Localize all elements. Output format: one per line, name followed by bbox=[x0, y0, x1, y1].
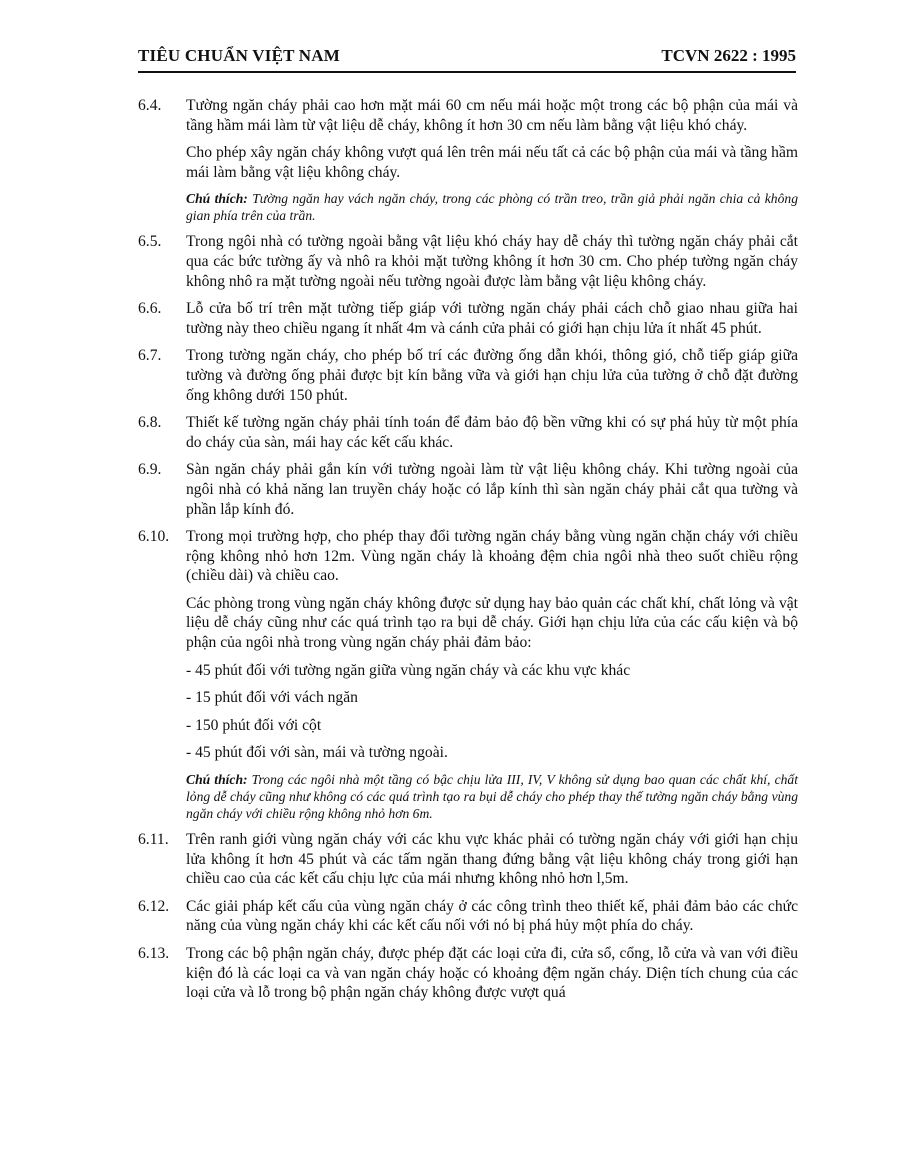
clause-6-6 bbox=[138, 299, 798, 338]
clause-number: 6.5. bbox=[138, 233, 162, 251]
header-standard-code: TCVN 2622 : 1995 bbox=[661, 46, 796, 65]
clause-6-10 bbox=[138, 527, 798, 822]
paragraph: Các phòng trong vùng ngăn cháy không được sử dụng hay bảo quản các chất khí, chất lỏng và vật liệu dễ cháy cũng như các quá trình tạo ra bụi dễ cháy. Giới hạn chịu lửa của các cấu kiện và bộ phận của ngôi nhà trong vùng ngăn cháy phải đảm bảo: bbox=[186, 594, 798, 652]
clause-body bbox=[186, 232, 798, 291]
clause-number: 6.12. bbox=[138, 897, 170, 915]
clause-6-9 bbox=[138, 460, 798, 519]
clause-number: 6.10. bbox=[138, 528, 170, 546]
clause-body bbox=[186, 830, 798, 889]
clause-6-4 bbox=[138, 96, 798, 224]
page-header bbox=[138, 46, 796, 68]
paragraph: Các giải pháp kết cấu của vùng ngăn cháy ở các công trình theo thiết kế, phải đảm bảo các chức năng của vùng ngăn cháy khi các kết cấu nối với nó bị phá hủy một phía do cháy. bbox=[186, 897, 798, 935]
clause-body bbox=[186, 346, 798, 405]
list-item: - 150 phút đối với cột bbox=[186, 716, 322, 734]
paragraph: Lỗ cửa bố trí trên mặt tường tiếp giáp với tường ngăn cháy phải cách chỗ giao nhau giữa hai tường này theo chiều ngang ít nhất 4m và cánh cửa phải có giới hạn chịu lửa ít nhất 45 phút. bbox=[186, 300, 798, 337]
clause-number: 6.8. bbox=[138, 414, 162, 432]
note-text: Trong các ngôi nhà một tầng có bậc chịu lửa III, IV, V không sử dụng bao quan các chất khí, chất lỏng dễ cháy cũng như không có các quá trình tạo ra bụi dễ cháy cho phép thay thế tường ngăn cháy bằng vùng ngăn cháy với chiều rộng không nhỏ hơn 6m. bbox=[186, 772, 798, 822]
paragraph: Trong tường ngăn cháy, cho phép bố trí các đường ống dẫn khói, thông gió, chỗ tiếp giáp giữa tường và đường ống phải được bịt kín bằng vữa và giới hạn chịu lửa của tường ở chỗ đặt đường ống không dưới 150 phút. bbox=[186, 347, 798, 404]
note-text: Tường ngăn hay vách ngăn cháy, trong các phòng có trần treo, trần giả phải ngăn chia cả không gian phía trên của trần. bbox=[186, 191, 798, 224]
document-body bbox=[138, 96, 798, 1011]
clause-body bbox=[186, 299, 798, 338]
clause-body bbox=[186, 897, 798, 936]
paragraph: Trong ngôi nhà có tường ngoài bằng vật liệu khó cháy hay dễ cháy thì tường ngăn cháy phải cắt qua các bức tường ấy và nhô ra khỏi mặt tường không ít hơn 30 cm. Cho phép tường ngăn cháy không nhô ra mặt tường ngoài nếu tường ngoài được làm bằng vật liệu không cháy. bbox=[186, 233, 798, 290]
clause-body bbox=[186, 413, 798, 452]
paragraph: Trên ranh giới vùng ngăn cháy với các khu vực khác phải có tường ngăn cháy với giới hạn chịu lửa không ít hơn 45 phút và các tấm ngăn thang đứng bằng vật liệu không cháy trong giới hạn chiều cao của các kết cấu chịu lực của mái nhưng không nhỏ hơn l,5m. bbox=[186, 831, 798, 888]
clause-6-5 bbox=[138, 232, 798, 291]
clause-body bbox=[186, 460, 798, 519]
clause-number: 6.9. bbox=[138, 461, 162, 479]
note bbox=[186, 771, 798, 822]
clause-number: 6.13. bbox=[138, 945, 170, 962]
clause-number: 6.4. bbox=[138, 97, 162, 114]
clause-6-11 bbox=[138, 830, 798, 889]
note bbox=[186, 190, 798, 224]
paragraph: Sàn ngăn cháy phải gắn kín với tường ngoài làm từ vật liệu không cháy. Khi tường ngoài của ngôi nhà có khả năng lan truyền cháy hoặc có lắp kính thì sàn ngăn cháy phải cắt qua tường và phần lắp kính đó. bbox=[186, 461, 798, 518]
clause-body bbox=[186, 944, 798, 1003]
clause-number: 6.11. bbox=[138, 831, 169, 849]
paragraph: Thiết kế tường ngăn cháy phải tính toán để đảm bảo độ bền vững khi có sự phá hủy từ một phía do cháy của sàn, mái hay các kết cấu khác. bbox=[186, 414, 798, 451]
header-standard-name: TIÊU CHUẨN VIỆT NAM bbox=[138, 46, 341, 65]
paragraph: Cho phép xây ngăn cháy không vượt quá lên trên mái nếu tất cả các bộ phận của mái và tầng hầm mái làm bằng vật liệu không cháy. bbox=[186, 144, 798, 181]
paragraph: Tường ngăn cháy phải cao hơn mặt mái 60 cm nếu mái hoặc một trong các bộ phận của mái và tầng hầm mái làm từ vật liệu dễ cháy, không ít hơn 30 cm nếu làm bằng vật liệu khó cháy. bbox=[186, 97, 798, 134]
note-label: Chú thích: bbox=[186, 191, 248, 207]
list-item: - 15 phút đối với vách ngăn bbox=[186, 689, 358, 707]
clause-number: 6.6. bbox=[138, 300, 162, 318]
clause-number: 6.7. bbox=[138, 347, 162, 365]
clause-6-12 bbox=[138, 897, 798, 936]
clause-body bbox=[186, 527, 798, 822]
clause-body bbox=[186, 96, 798, 224]
paragraph: Trong các bộ phận ngăn cháy, được phép đặt các loại cửa đi, cửa sổ, cổng, lỗ cửa và van với điều kiện đó là các loại ca và van ngăn cháy hoặc có khoảng đệm ngăn cháy. Diện tích chung của các loại cửa và lỗ trong bộ phận ngăn cháy không được vượt quá bbox=[186, 945, 798, 1002]
clause-6-7 bbox=[138, 346, 798, 405]
note-label: Chú thích: bbox=[186, 772, 248, 788]
list-item: - 45 phút đối với tường ngăn giữa vùng ngăn cháy và các khu vực khác bbox=[186, 661, 631, 679]
clause-6-13 bbox=[138, 944, 798, 1003]
paragraph: Trong mọi trường hợp, cho phép thay đổi tường ngăn cháy bằng vùng ngăn chặn cháy với chiều rộng không nhỏ hơn 12m. Vùng ngăn cháy là khoảng đệm chia ngôi nhà theo suốt chiều rộng (chiều dài) và chiều cao. bbox=[186, 528, 798, 585]
clause-6-8 bbox=[138, 413, 798, 452]
header-rule bbox=[138, 71, 796, 73]
list-item: - 45 phút đối với sàn, mái và tường ngoài. bbox=[186, 744, 448, 762]
